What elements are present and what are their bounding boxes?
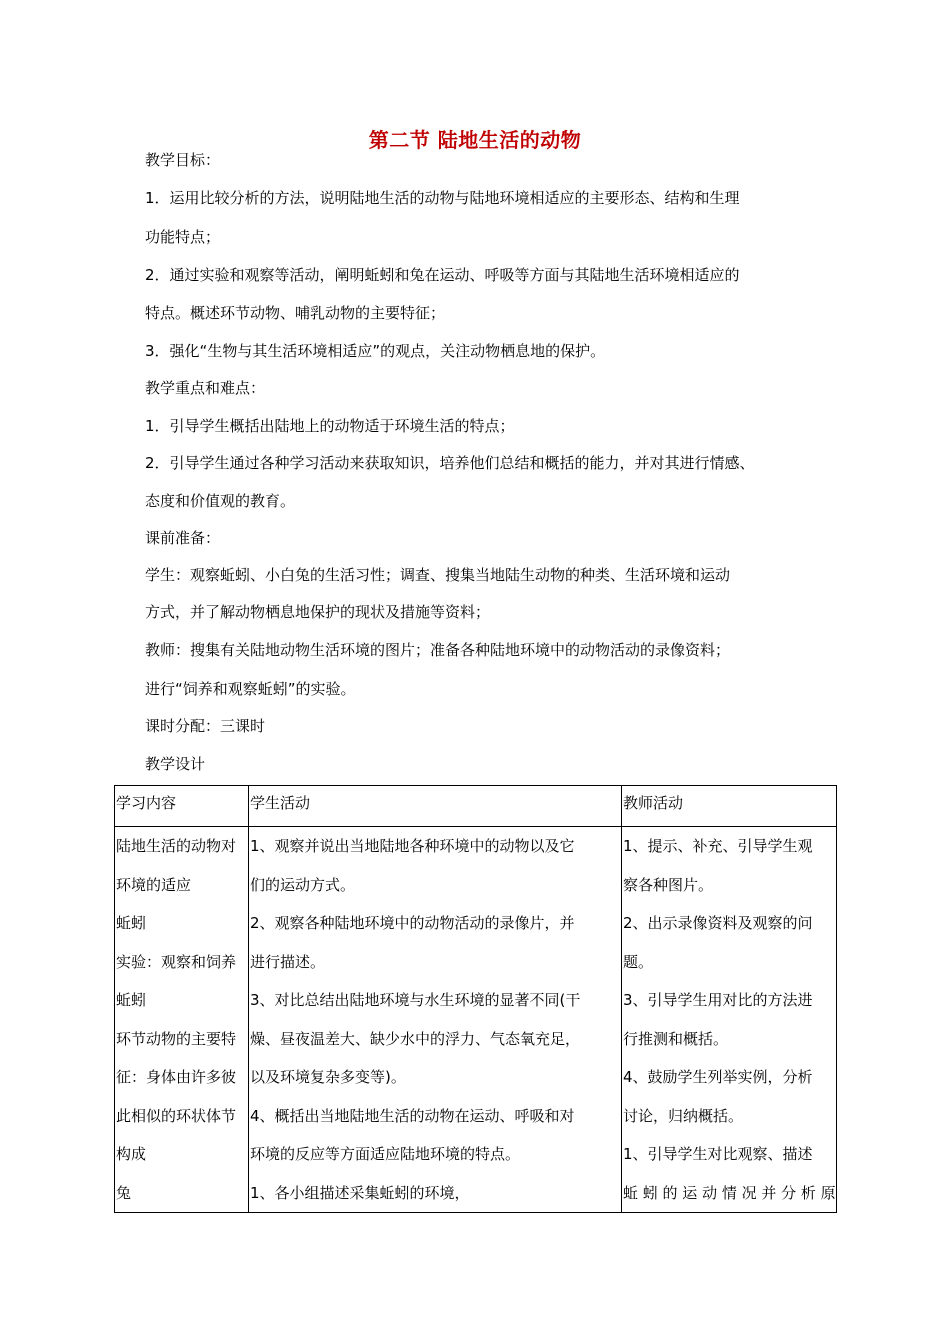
preparation-line: 方式，并了解动物栖息地保护的现状及措施等资料； bbox=[145, 603, 491, 621]
objective-line: 特点。概述环节动物、哺乳动物的主要特征； bbox=[145, 304, 446, 322]
table-row bbox=[115, 827, 837, 1213]
page-title: 第二节 陆地生活的动物 bbox=[368, 128, 582, 152]
table-header-cell: 学生活动 bbox=[249, 786, 622, 827]
key-point-line: 态度和价值观的教育。 bbox=[145, 492, 296, 510]
key-point-line: 2．引导学生通过各种学习活动来获取知识，培养他们总结和概括的能力，并对其进行情感、 bbox=[145, 454, 755, 472]
preparation-line: 教师：搜集有关陆地动物生活环境的图片；准备各种陆地环境中的动物活动的录像资料； bbox=[145, 641, 731, 659]
section-heading-preparation: 课前准备： bbox=[145, 529, 221, 547]
table-header-row bbox=[115, 786, 837, 827]
table-header-cell: 教师活动 bbox=[622, 786, 837, 827]
section-heading-objectives: 教学目标： bbox=[145, 151, 221, 169]
teaching-design-table bbox=[114, 785, 837, 1213]
objective-line: 2．通过实验和观察等活动，阐明蚯蚓和兔在运动、呼吸等方面与其陆地生活环境相适应的 bbox=[145, 266, 740, 284]
learning-content-cell: 陆地生活的动物对 环境的适应 蚯蚓 实验：观察和饲养 蚯蚓 环节动物的主要特 征：身体由许多彼 此相似的环状体节 构成 兔 bbox=[115, 827, 249, 1213]
preparation-line: 学生：观察蚯蚓、小白兔的生活习性；调查、搜集当地陆生动物的种类、生活环境和运动 bbox=[145, 566, 731, 584]
table-header-cell: 学习内容 bbox=[115, 786, 249, 827]
teacher-activity-cell: 1、提示、补充、引导学生观 察各种图片。 2、出示录像资料及观察的问 题。 3、引导学生用对比的方法进 行推测和概括。 4、鼓励学生列举实例，分析 讨论，归纳概括。 1、引导学生对比观察、描述 蚯 蚓 的 运 动 情 况 并 分 析 原 bbox=[622, 827, 837, 1213]
preparation-line: 进行“饲养和观察蚯蚓”的实验。 bbox=[145, 680, 356, 698]
objective-line: 1．运用比较分析的方法，说明陆地生活的动物与陆地环境相适应的主要形态、结构和生理 bbox=[145, 189, 740, 207]
class-hours-line: 课时分配：三课时 bbox=[145, 717, 266, 735]
student-activity-cell: 1、观察并说出当地陆地各种环境中的动物以及它 们的运动方式。 2、观察各种陆地环境中的动物活动的录像片，并 进行描述。 3、对比总结出陆地环境与水生环境的显著不同(干 燥、昼夜温差大、缺少水中的浮力、气态氧充足， 以及环境复杂多变等)。 4、概括出当地陆地生活的动物在运动、呼吸和对 环境的反应等方面适应陆地环境的特点。 1、各小组描述采集蚯蚓的环境， bbox=[249, 827, 622, 1213]
section-heading-design: 教学设计 bbox=[145, 755, 206, 773]
section-heading-key-points: 教学重点和难点： bbox=[145, 379, 266, 397]
objective-line: 功能特点； bbox=[145, 228, 221, 246]
key-point-line: 1．引导学生概括出陆地上的动物适于环境生活的特点； bbox=[145, 417, 515, 435]
objective-line: 3．强化“生物与其生活环境相适应”的观点，关注动物栖息地的保护。 bbox=[145, 342, 606, 360]
